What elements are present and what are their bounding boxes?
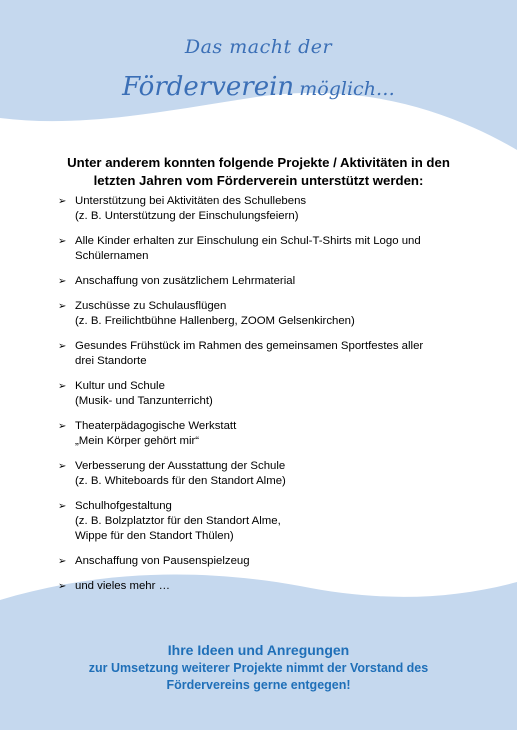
list-item-text: Anschaffung von zusätzlichem Lehrmaterial bbox=[75, 275, 296, 287]
list-item-text: Kultur und Schule bbox=[75, 380, 165, 392]
list-item bbox=[58, 499, 478, 544]
list-item-text: (z. B. Freilichtbühne Hallenberg, ZOOM Gelsenkirchen) bbox=[75, 315, 355, 327]
intro-line-2: letzten Jahren vom Förderverein unterstützt werden: bbox=[93, 173, 424, 188]
title-main-word: Förderverein bbox=[122, 72, 295, 102]
footer-line-3: Fördervereins gerne entgegen! bbox=[166, 678, 351, 692]
list-item-text: „Mein Körper gehört mir“ bbox=[75, 435, 200, 447]
list-item bbox=[58, 194, 478, 224]
list-item-text: (z. B. Unterstützung der Einschulungsfeiern) bbox=[75, 210, 299, 222]
list-item-text: (z. B. Bolzplatztor für den Standort Alme, bbox=[75, 515, 281, 527]
list-item-text: Verbesserung der Ausstattung der Schule bbox=[75, 460, 286, 472]
footer-callout bbox=[0, 640, 517, 694]
arrow-right-icon: ➢ bbox=[58, 501, 67, 512]
list-item bbox=[58, 459, 478, 489]
list-item bbox=[58, 339, 478, 369]
list-item-text: Gesundes Frühstück im Rahmen des gemeinsamen Sportfestes aller bbox=[75, 340, 424, 352]
arrow-right-icon: ➢ bbox=[58, 581, 67, 592]
project-list bbox=[58, 194, 478, 604]
arrow-right-icon: ➢ bbox=[58, 381, 67, 392]
list-item-text: Alle Kinder erhalten zur Einschulung ein Schul-T-Shirts mit Logo und bbox=[75, 235, 421, 247]
arrow-right-icon: ➢ bbox=[58, 276, 67, 287]
arrow-right-icon: ➢ bbox=[58, 196, 67, 207]
intro-line-1: Unter anderem konnten folgende Projekte / Aktivitäten in den bbox=[67, 155, 450, 170]
title-suffix: möglich… bbox=[299, 78, 395, 100]
list-item-text: drei Standorte bbox=[75, 355, 147, 367]
list-item-text: Unterstützung bei Aktivitäten des Schullebens bbox=[75, 195, 307, 207]
list-item-text: Theaterpädagogische Werkstatt bbox=[75, 420, 237, 432]
list-item-text: Schülernamen bbox=[75, 250, 149, 262]
title-line-2 bbox=[0, 72, 517, 102]
list-item-text: Zuschüsse zu Schulausflügen bbox=[75, 300, 227, 312]
list-item bbox=[58, 554, 478, 569]
intro-heading bbox=[40, 154, 477, 190]
arrow-right-icon: ➢ bbox=[58, 421, 67, 432]
footer-line-1: Ihre Ideen und Anregungen bbox=[167, 642, 350, 658]
arrow-right-icon: ➢ bbox=[58, 341, 67, 352]
title-line-1: Das macht der bbox=[184, 36, 333, 58]
list-item bbox=[58, 299, 478, 329]
list-item-text: (Musik- und Tanzunterricht) bbox=[75, 395, 213, 407]
list-item-text: (z. B. Whiteboards für den Standort Alme) bbox=[75, 475, 286, 487]
list-item bbox=[58, 579, 478, 594]
list-item bbox=[58, 234, 478, 264]
arrow-right-icon: ➢ bbox=[58, 556, 67, 567]
arrow-right-icon: ➢ bbox=[58, 301, 67, 312]
arrow-right-icon: ➢ bbox=[58, 236, 67, 247]
list-item-text: und vieles mehr … bbox=[75, 580, 170, 592]
list-item-text: Wippe für den Standort Thülen) bbox=[75, 530, 234, 542]
footer-line-2: zur Umsetzung weiterer Projekte nimmt der Vorstand des bbox=[88, 661, 429, 675]
arrow-right-icon: ➢ bbox=[58, 461, 67, 472]
list-item bbox=[58, 379, 478, 409]
list-item-text: Schulhofgestaltung bbox=[75, 500, 172, 512]
list-item bbox=[58, 274, 478, 289]
list-item bbox=[58, 419, 478, 449]
list-item-text: Anschaffung von Pausenspielzeug bbox=[75, 555, 250, 567]
